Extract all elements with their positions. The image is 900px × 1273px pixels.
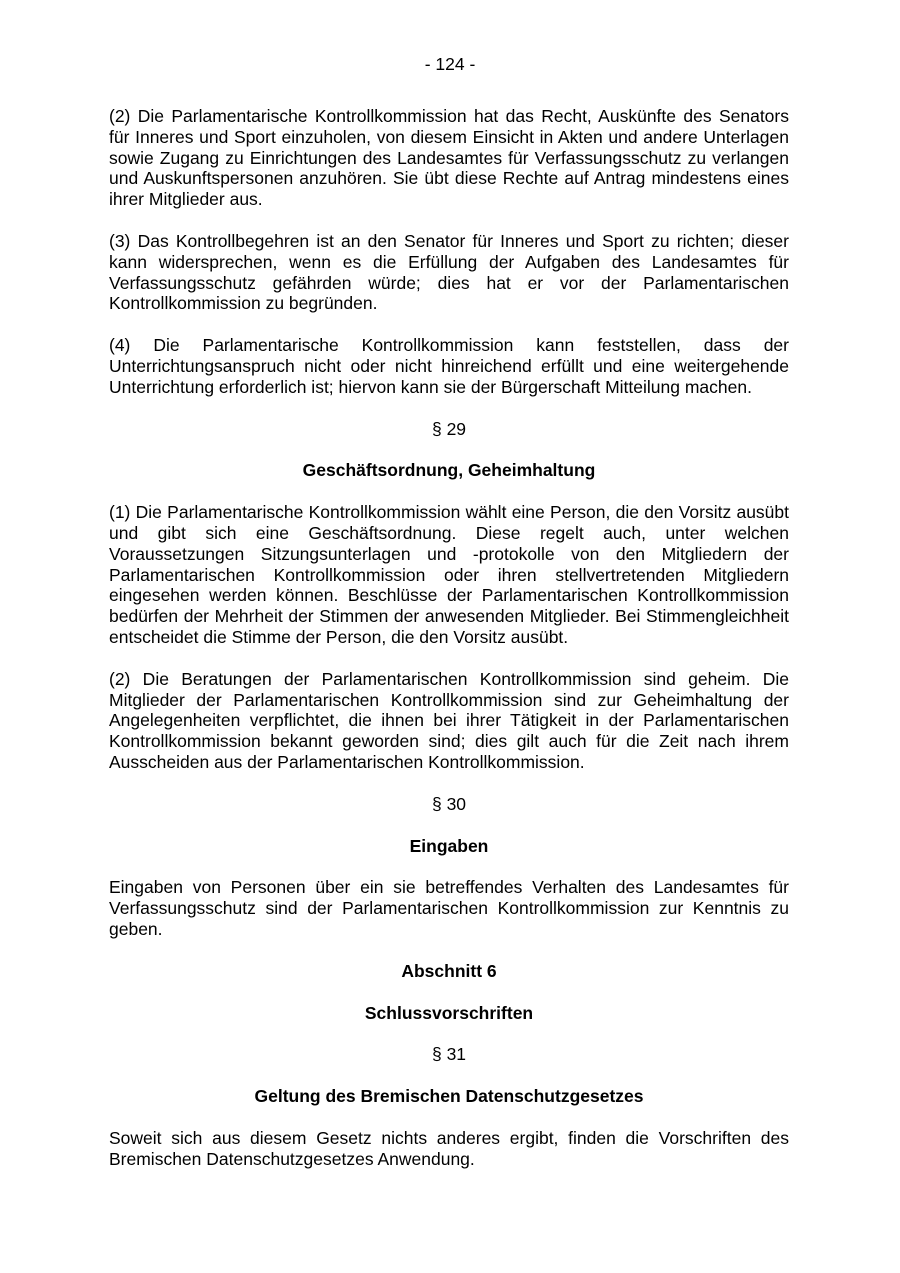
paragraph-28-3: (3) Das Kontrollbegehren ist an den Senator für Inneres und Sport zu richten; dieser kann widersprechen, wenn es die Erfüllung der Aufgaben des Landesamtes für Verfassungsschutz gefährden würde; dies hat er vor der Parlamentarischen Kontrollkommission zu begründen. — [109, 230, 789, 314]
paragraph-28-2: (2) Die Parlamentarische Kontrollkommission hat das Recht, Auskünfte des Senators für Inneres und Sport einzuholen, von diesem Einsicht in Akten und andere Unterlagen sowie Zugang zu Einrichtungen des Landesamtes für Verfassungsschutz zu verlangen und Auskunftspersonen anzuhören. Sie übt diese Rechte auf Antrag mindestens eines ihrer Mitglieder aus. — [109, 106, 789, 210]
page-number: - 124 - — [424, 54, 476, 74]
paragraph-30: Eingaben von Personen über ein sie betreffendes Verhalten des Landesamtes für Verfassungsschutz sind der Parlamentarischen Kontrollkommission zur Kenntnis zu geben. — [109, 877, 789, 939]
chapter-title: Schlussvorschriften — [364, 1002, 534, 1023]
section-number-30: § 30 — [431, 793, 467, 814]
paragraph-31: Soweit sich aus diesem Gesetz nichts anderes ergibt, finden die Vorschriften des Bremischen Datenschutzgesetzes Anwendung. — [109, 1127, 789, 1169]
chapter-number: Abschnitt 6 — [401, 960, 497, 981]
document-body — [109, 106, 789, 1190]
section-title-29: Geschäftsordnung, Geheimhaltung — [302, 460, 596, 481]
section-title-30: Eingaben — [409, 835, 489, 856]
paragraph-29-2: (2) Die Beratungen der Parlamentarischen Kontrollkommission sind geheim. Die Mitglieder der Parlamentarischen Kontrollkommission sind zur Geheimhaltung der Angelegenheiten verpflichtet, die ihnen bei ihrer Tätigkeit in der Parlamentarischen Kontrollkommission bekannt geworden sind; dies gilt auch für die Zeit nach ihrem Ausscheiden aus der Parlamentarischen Kontrollkommission. — [109, 668, 789, 772]
paragraph-28-4: (4) Die Parlamentarische Kontrollkommission kann feststellen, dass der Unterrichtungsanspruch nicht oder nicht hinreichend erfüllt und eine weitergehende Unterrichtung erforderlich ist; hiervon kann sie der Bürgerschaft Mitteilung machen. — [109, 335, 789, 397]
paragraph-29-1: (1) Die Parlamentarische Kontrollkommission wählt eine Person, die den Vorsitz ausübt und gibt sich eine Geschäftsordnung. Diese regelt auch, unter welchen Voraussetzungen Sitzungsunterlagen und -protokolle von den Mitgliedern der Parlamentarischen Kontrollkommission oder ihren stellvertretenden Mitgliedern eingesehen werden können. Beschlüsse der Parlamentarischen Kontrollkommission bedürfen der Mehrheit der Stimmen der anwesenden Mitglieder. Bei Stimmengleichheit entscheidet die Stimme der Person, die den Vorsitz ausübt. — [109, 502, 789, 647]
section-number-31: § 31 — [431, 1044, 467, 1065]
section-title-31: Geltung des Bremischen Datenschutzgesetzes — [254, 1086, 644, 1107]
section-number-29: § 29 — [431, 418, 467, 439]
